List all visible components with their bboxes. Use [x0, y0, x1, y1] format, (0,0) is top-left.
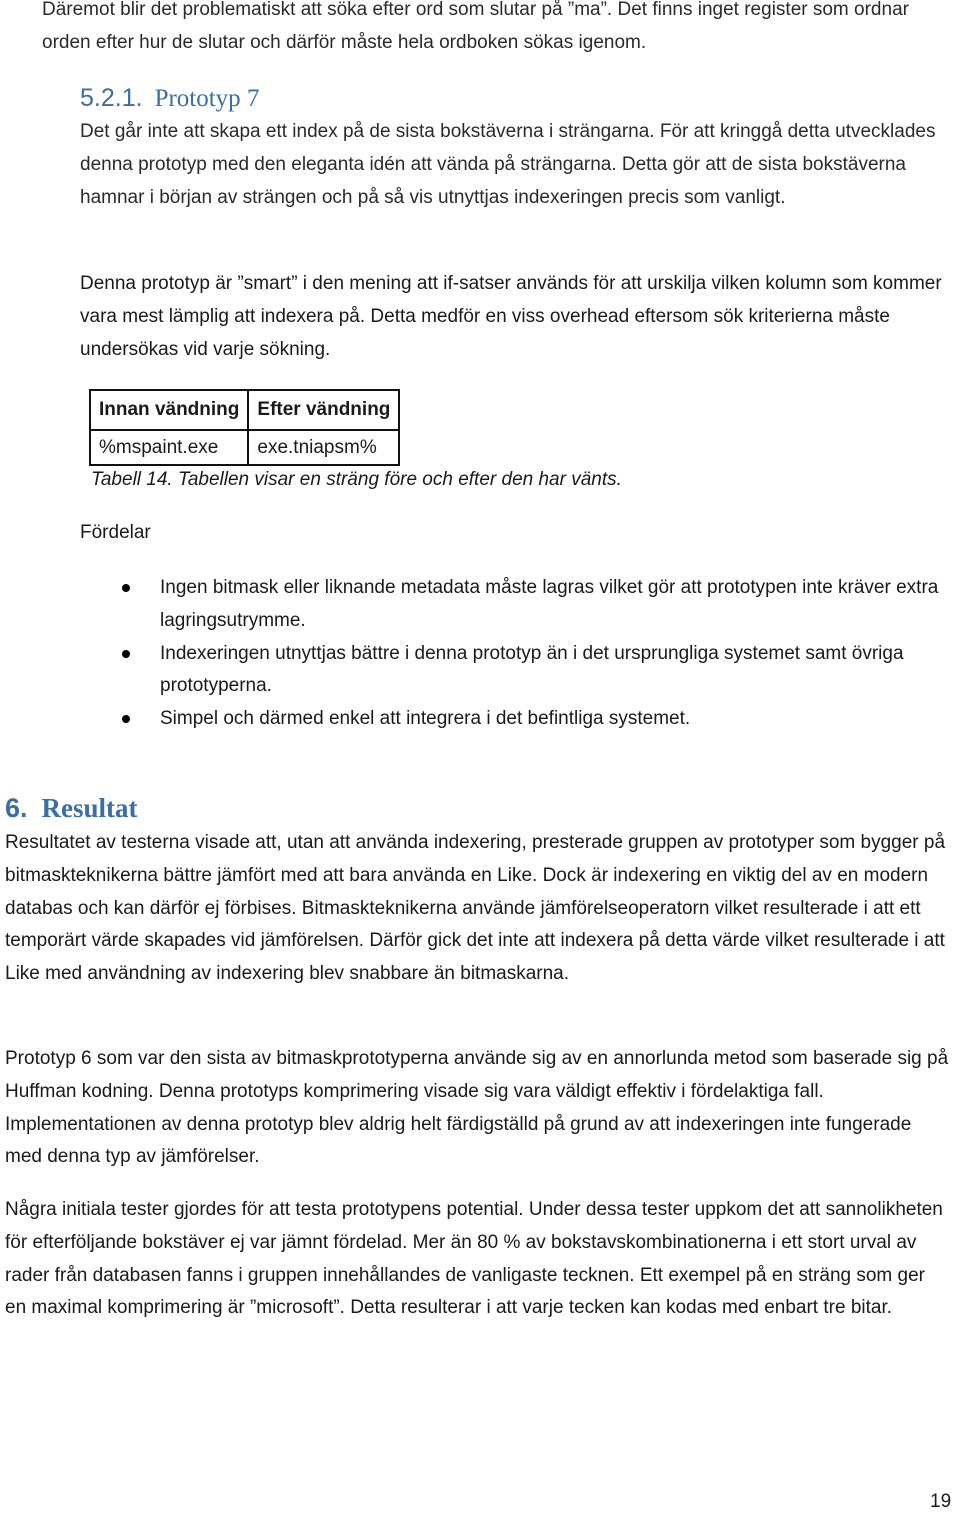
section-title: Resultat: [41, 793, 138, 823]
table-caption: Tabell 14. Tabellen visar en sträng före och efter den har vänts.: [91, 469, 622, 490]
page-number: 19: [930, 1491, 952, 1512]
list-item: [80, 638, 940, 704]
section-number: 6.: [5, 793, 28, 823]
table-cell: %mspaint.exe: [90, 430, 248, 465]
bullet-icon: [122, 715, 130, 723]
list-item: [80, 572, 940, 638]
list-item-text: Indexeringen utnyttjas bättre i denna prototyp än i det ursprungliga systemet samt övriga prototyperna.: [160, 642, 904, 697]
list-item-text: Simpel och därmed enkel att integrera i det befintliga systemet.: [160, 708, 691, 730]
section-number: 5.2.1.: [80, 84, 143, 112]
section-title: Prototyp 7: [154, 85, 260, 112]
table-header-cell: Efter vändning: [248, 390, 399, 430]
bullet-icon: [122, 650, 130, 658]
smart-paragraph: Denna prototyp är ”smart” i den mening att if-satser används för att urskilja vilken kolumn som kommer vara mest lämplig att indexera på. Detta medför en viss overhead eftersom sök kriterierna måste undersökas vid varje sökning.: [80, 273, 942, 360]
advantages-list: [80, 572, 940, 736]
reversal-table: [89, 389, 400, 466]
table-header-cell: Innan vändning: [90, 390, 248, 430]
results-paragraph-3: Några initiala tester gjordes för att testa prototypens potential. Under dessa tester uppkom det att sannolikheten för efterföljande bokstäver ej var jämnt fördelad. Mer än 80 % av bokstavskombinationerna i ett stort urval av rader från databasen fanns i gruppen innehållandes de vanligaste tecknen. Ett exempel på en sträng som ger en maximal komprimering är ”microsoft”. Detta resulterar i att varje tecken kan kodas med enbart tre bitar.: [5, 1199, 943, 1319]
intro-paragraph: Däremot blir det problematiskt att söka efter ord som slutar på ”ma”. Det finns inget register som ordnar orden efter hur de slutar och därför måste hela ordboken sökas igenom.: [42, 0, 909, 53]
bullet-icon: [122, 584, 130, 592]
prototype7-paragraph: Det går inte att skapa ett index på de sista bokstäverna i strängarna. För att kringgå detta utvecklades denna prototyp med den eleganta idén att vända på strängarna. Detta gör att de sista bokstäverna hamnar i början av strängen och på så vis utnyttjas indexeringen precis som vanligt.: [80, 121, 936, 208]
section-heading-5-2-1: [80, 81, 259, 116]
advantages-label: Fördelar: [80, 522, 151, 543]
table-row: [90, 430, 399, 465]
list-item-text: Ingen bitmask eller liknande metadata måste lagras vilket gör att prototypen inte kräver extra lagringsutrymme.: [160, 577, 939, 631]
table-header-row: [90, 390, 399, 430]
results-paragraph-1: Resultatet av testerna visade att, utan att använda indexering, presterade gruppen av prototyper som bygger på bitmaskteknikerna bättre jämfört med att bara använda en Like. Dock är indexering en viktig del av en modern databas och kan därför ej förbises. Bitmaskteknikerna använde jämförelseoperatorn vilket resulterade i att ett temporärt värde skapades vid jämförelsen. Därför gick det inte att indexera på detta värde vilket resulterade i att Like med användning av indexering blev snabbare än bitmaskarna.: [5, 832, 946, 985]
section-heading-6: [5, 790, 138, 826]
results-paragraph-2: Prototyp 6 som var den sista av bitmaskprototyperna använde sig av en annorlunda metod som baserade sig på Huffman kodning. Denna prototyps komprimering visade sig vara väldigt effektiv i fördelaktiga fall. Implementationen av denna prototyp blev aldrig helt färdigställd på grund av att indexeringen inte fungerade med denna typ av jämförelser.: [5, 1048, 949, 1168]
table-cell: exe.tniapsm%: [248, 430, 399, 465]
list-item: [80, 703, 940, 736]
